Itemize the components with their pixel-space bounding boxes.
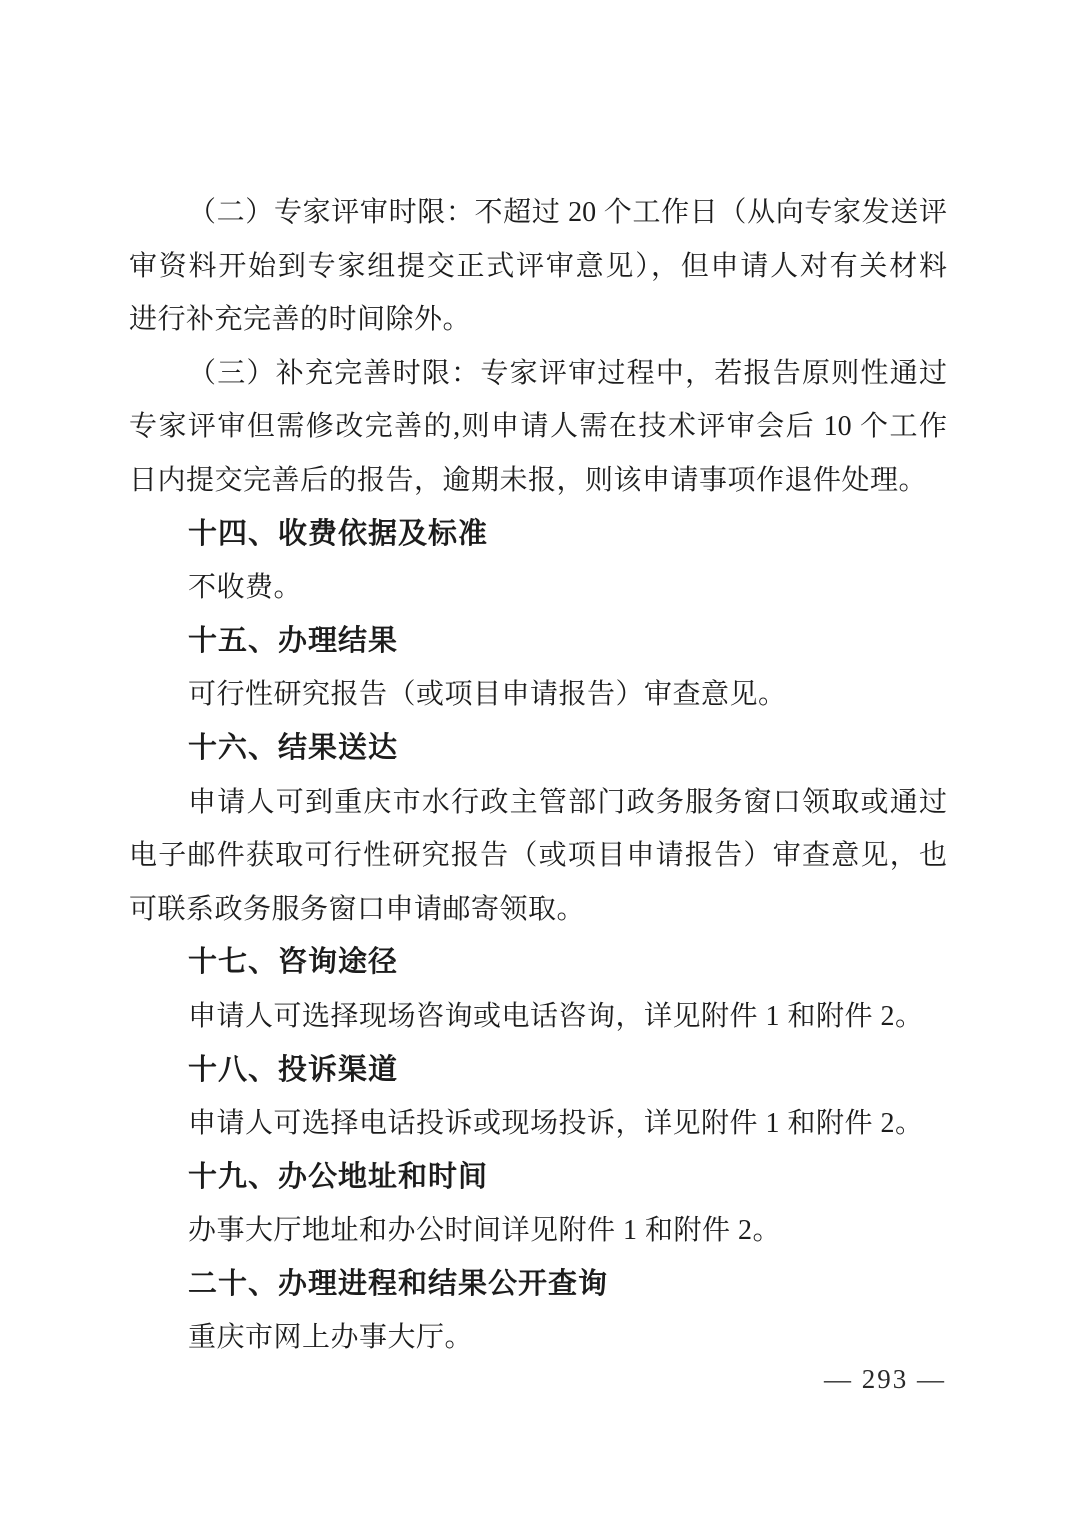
paragraph-line: 进行补充完善的时间除外。 [129, 304, 472, 336]
section-heading-14: 十四、收费依据及标准 [188, 517, 489, 550]
paragraph [129, 668, 947, 722]
paragraph-line: 申请人可到重庆市水行政主管部门政务服务窗口领取或通过 [188, 786, 947, 818]
section-heading-18: 十八、投诉渠道 [188, 1053, 399, 1086]
paragraph [129, 990, 947, 1044]
paragraph [129, 1097, 947, 1151]
paragraph-line: 电子邮件获取可行性研究报告（或项目申请报告）审查意见，也 [129, 840, 947, 872]
paragraph [129, 186, 947, 347]
paragraph [129, 1311, 947, 1365]
paragraph-line: 重庆市网上办事大厅。 [188, 1322, 474, 1354]
paragraph [129, 1204, 947, 1258]
paragraph-line: 申请人可选择现场咨询或电话咨询，详见附件 1 和附件 2。 [188, 1000, 924, 1032]
document-body [129, 186, 947, 1365]
paragraph-line: 专家评审但需修改完善的,则申请人需在技术评审会后 10 个工作 [129, 411, 947, 443]
paragraph [129, 561, 947, 615]
paragraph-line: （三）补充完善时限：专家评审过程中，若报告原则性通过 [188, 357, 947, 389]
paragraph-line: 办事大厅地址和办公时间详见附件 1 和附件 2。 [188, 1215, 782, 1247]
paragraph-line: 可行性研究报告（或项目申请报告）审查意见。 [188, 679, 787, 711]
paragraph [129, 776, 947, 937]
paragraph-line: 申请人可选择电话投诉或现场投诉，详见附件 1 和附件 2。 [188, 1108, 924, 1140]
paragraph-line: 日内提交完善后的报告，逾期未报，则该申请事项作退件处理。 [129, 464, 928, 496]
paragraph-line: 审资料开始到专家组提交正式评审意见），但申请人对有关材料 [129, 250, 947, 282]
section-heading-15: 十五、办理结果 [188, 624, 399, 657]
section-heading-17: 十七、咨询途径 [188, 946, 399, 979]
page-number: — 293 — [824, 1364, 946, 1394]
section-heading-16: 十六、结果送达 [188, 731, 399, 764]
section-heading-20: 二十、办理进程和结果公开查询 [188, 1267, 609, 1300]
paragraph-line: 可联系政务服务窗口申请邮寄领取。 [129, 893, 586, 925]
section-heading-19: 十九、办公地址和时间 [188, 1160, 489, 1193]
paragraph-line: （二）专家评审时限：不超过 20 个工作日（从向专家发送评 [188, 197, 947, 228]
paragraph-line: 不收费。 [188, 572, 303, 604]
paragraph [129, 347, 947, 508]
